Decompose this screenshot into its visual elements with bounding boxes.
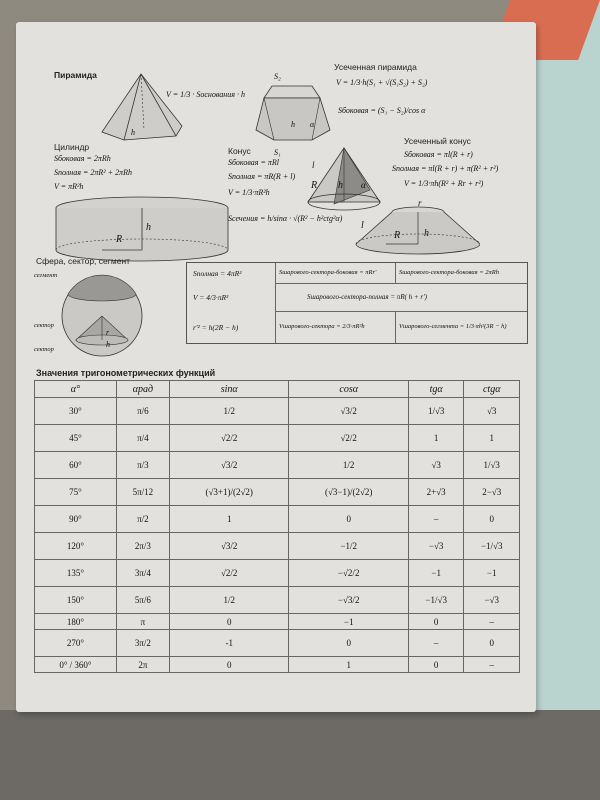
- cone-f1: Sбоковая = πRl: [228, 158, 280, 167]
- table-row: [35, 506, 520, 533]
- cell-sin: √3/2: [169, 452, 288, 479]
- frustum-pyramid-alpha-label: α: [310, 120, 315, 129]
- cell-rad: π: [116, 614, 169, 630]
- pyramid-figure: [96, 70, 186, 142]
- cell-ctg: –: [464, 614, 520, 630]
- cell-sin: 0: [169, 614, 288, 630]
- cell-cos: 0: [289, 630, 408, 657]
- cell-rad: 2π: [116, 657, 169, 673]
- cell-tg: −1: [408, 560, 464, 587]
- cell-sin: 0: [169, 657, 288, 673]
- cell-tg: 2+√3: [408, 479, 464, 506]
- cell-cos: 1/2: [289, 452, 408, 479]
- cell-rad: π/3: [116, 452, 169, 479]
- cell-rad: 5π/6: [116, 587, 169, 614]
- cone-h-label: h: [338, 180, 343, 191]
- cell-rad: 2π/3: [116, 533, 169, 560]
- cell-ctg: –: [464, 657, 520, 673]
- cell-deg: 90°: [35, 506, 117, 533]
- cell-deg: 180°: [35, 614, 117, 630]
- cone-l-label: l: [312, 160, 315, 170]
- cell-deg: 150°: [35, 587, 117, 614]
- cell-tg: −√3: [408, 533, 464, 560]
- frustum-pyramid-figure: [254, 78, 334, 148]
- cell-deg: 30°: [35, 398, 117, 425]
- cell-cos: √3/2: [289, 398, 408, 425]
- col-header-rad: αрад: [116, 381, 169, 398]
- cell-deg: 0° / 360°: [35, 657, 117, 673]
- pyramid-title: Пирамида: [54, 70, 97, 80]
- cylinder-f1: Sбоковая = 2πRh: [54, 154, 111, 163]
- sphere-segment-label: сегмент: [34, 272, 58, 279]
- frustum-pyramid-title: Усеченная пирамида: [334, 62, 417, 72]
- trig-header-row: [35, 381, 520, 398]
- frustum-cone-title: Усеченный конус: [404, 136, 471, 146]
- cell-deg: 120°: [35, 533, 117, 560]
- cell-rad: π/6: [116, 398, 169, 425]
- cell-cos: −√3/2: [289, 587, 408, 614]
- cone-alpha-label: α: [361, 180, 366, 190]
- cell-sin: √2/2: [169, 560, 288, 587]
- cell-cos: (√3−1)/(2√2): [289, 479, 408, 506]
- cell-ctg: −1: [464, 560, 520, 587]
- cell-tg: √3: [408, 452, 464, 479]
- frustum-pyramid-h-label: h: [291, 120, 295, 129]
- sphere-sector2-label: сектор: [34, 346, 54, 353]
- frustum-cone-f2: Sполная = πl(R + r) + π(R² + r²): [392, 164, 499, 173]
- cell-tg: −1/√3: [408, 587, 464, 614]
- cell-cos: −√2/2: [289, 560, 408, 587]
- cone-r-label: R: [311, 180, 318, 191]
- cell-tg: 1: [408, 425, 464, 452]
- sphere-h-label: h: [106, 340, 110, 349]
- col-header-sin: sinα: [169, 381, 288, 398]
- frustum-pyramid-volume: V = 1/3·h(S₁ + √(S₁S₂) + S₂): [336, 78, 428, 87]
- cone-f2: Sполная = πR(R + l): [228, 172, 296, 181]
- pyramid-h-label: h: [131, 128, 135, 137]
- cylinder-r-label: R: [116, 234, 123, 245]
- trig-table-title: Значения тригонометрических функций: [36, 368, 216, 378]
- pyramid-formula: V = 1/3 · Sоснования · h: [166, 90, 245, 99]
- cell-rad: 3π/2: [116, 630, 169, 657]
- cone-title: Конус: [228, 146, 251, 156]
- cell-ctg: 2−√3: [464, 479, 520, 506]
- cell-ctg: 0: [464, 630, 520, 657]
- frustum-cone-l-label: l: [361, 220, 364, 231]
- cell-tg: 0: [408, 657, 464, 673]
- sphere-c7: Vшарового-сектора = 2/3·πR²h: [279, 323, 365, 330]
- sphere-c3: r'² = h(2R − h): [193, 323, 239, 332]
- col-header-tg: tgα: [408, 381, 464, 398]
- cell-cos: 1: [289, 657, 408, 673]
- cell-cos: 0: [289, 506, 408, 533]
- cell-rad: π/2: [116, 506, 169, 533]
- cell-sin: -1: [169, 630, 288, 657]
- sphere-sector-label: сектор: [34, 322, 54, 329]
- frustum-cone-f1: Sбоковая = πl(R + r): [404, 150, 473, 159]
- table-row: [35, 398, 520, 425]
- frustum-pyramid-lateral: Sбоковая = (S₁ − S₂)/cos α: [338, 106, 426, 115]
- cell-sin: 1/2: [169, 398, 288, 425]
- cylinder-f2: Sполная = 2πR² + 2πRh: [54, 168, 132, 177]
- cell-deg: 60°: [35, 452, 117, 479]
- cell-sin: (√3+1)/(2√2): [169, 479, 288, 506]
- sphere-c2: V = 4/3·πR³: [193, 293, 229, 302]
- cell-ctg: 1: [464, 425, 520, 452]
- frustum-cone-f3: V = 1/3·πh(R² + Rr + r²): [404, 179, 484, 188]
- cell-sin: 1/2: [169, 587, 288, 614]
- col-header-ctg: ctgα: [464, 381, 520, 398]
- cell-deg: 270°: [35, 630, 117, 657]
- frustum-cone-figure: [350, 202, 480, 258]
- table-row: [35, 479, 520, 506]
- cell-tg: –: [408, 630, 464, 657]
- cone-f4: Sсечения = h/sinα · √(R² − h²ctg²α): [228, 214, 343, 223]
- trig-table: [34, 380, 520, 673]
- sphere-title: Сфера, сектор, сегмент: [36, 256, 131, 266]
- cell-cos: −1/2: [289, 533, 408, 560]
- cell-rad: 3π/4: [116, 560, 169, 587]
- cell-ctg: 0: [464, 506, 520, 533]
- sphere-c4: Sшарового-сектора-боковая = πRr': [279, 269, 377, 276]
- cell-deg: 45°: [35, 425, 117, 452]
- cylinder-title: Цилиндр: [54, 142, 90, 152]
- sphere-formula-box: [186, 262, 528, 344]
- cylinder-f3: V = πR²h: [54, 182, 84, 191]
- table-row: [35, 452, 520, 479]
- cell-rad: 5π/12: [116, 479, 169, 506]
- cell-rad: π/4: [116, 425, 169, 452]
- sphere-r-label: r: [106, 328, 110, 337]
- cell-tg: 0: [408, 614, 464, 630]
- sphere-figure: [46, 270, 156, 360]
- cell-ctg: √3: [464, 398, 520, 425]
- frustum-cone-r-small: r: [418, 198, 422, 208]
- frustum-pyramid-base-label: S₁: [274, 148, 281, 157]
- cell-cos: −1: [289, 614, 408, 630]
- cell-sin: √2/2: [169, 425, 288, 452]
- notebook-page: [16, 22, 536, 712]
- col-header-cos: cosα: [289, 381, 408, 398]
- cell-ctg: 1/√3: [464, 452, 520, 479]
- cone-f3: V = 1/3·πR²h: [228, 188, 270, 197]
- table-row: [35, 560, 520, 587]
- cell-sin: 1: [169, 506, 288, 533]
- col-header-deg: α°: [35, 381, 117, 398]
- cylinder-h-label: h: [146, 222, 151, 233]
- sphere-c6: Sшарового-сектора-полная = πR( h + r'): [307, 293, 427, 301]
- sphere-c1: Sполная = 4πR²: [193, 269, 242, 278]
- cell-ctg: −√3: [464, 587, 520, 614]
- sphere-c8: Vшарового-сегмента = 1/3·πh²(3R − h): [399, 323, 507, 330]
- table-row: [35, 630, 520, 657]
- table-row: [35, 533, 520, 560]
- cell-cos: √2/2: [289, 425, 408, 452]
- table-row: [35, 587, 520, 614]
- sphere-c5: Sшарового-сектора-боковая = 2πRh: [399, 269, 499, 276]
- table-row: [35, 614, 520, 630]
- cell-tg: –: [408, 506, 464, 533]
- table-surface: [0, 710, 600, 800]
- frustum-cone-r-big: R: [394, 230, 401, 241]
- frustum-cone-h-label: h: [424, 228, 429, 239]
- table-row: [35, 425, 520, 452]
- cell-ctg: −1/√3: [464, 533, 520, 560]
- table-row: [35, 657, 520, 673]
- cell-deg: 75°: [35, 479, 117, 506]
- frustum-pyramid-top-label: S₂: [274, 72, 281, 81]
- cell-tg: 1/√3: [408, 398, 464, 425]
- cell-sin: √3/2: [169, 533, 288, 560]
- cell-deg: 135°: [35, 560, 117, 587]
